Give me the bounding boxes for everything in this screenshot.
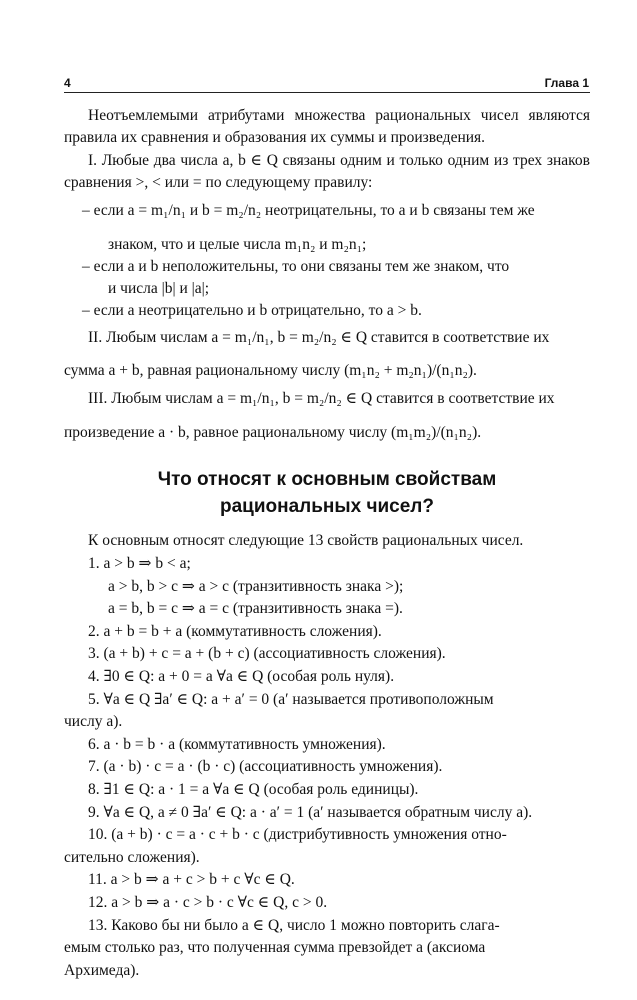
rule3-line2: произведение a · b, равное рациональному числу (m₁m₂)/(n₁n₂).: [64, 424, 482, 441]
props-intro: К основным относят следующие 13 свойств рациональных чисел.: [88, 532, 524, 549]
property-line: числу a).: [64, 713, 123, 731]
property-line: сительно сложения).: [64, 848, 200, 866]
property-line: 7. (a · b) · c = a · (b · c) (ассоциативность умножения).: [88, 758, 443, 776]
property-line: Архимеда).: [64, 961, 140, 979]
property-line: 1. a > b ⇒ b < a;: [88, 555, 191, 572]
property-line: 9. ∀a ∈ Q, a ≠ 0 ∃a′ ∈ Q: a · a′ = 1 (a′ называется обратным числу a).: [88, 803, 533, 821]
intro-paragraph: Неотъемлемыми атрибутами множества рациональных чисел являются правила их сравнения и образования их суммы и произведения.: [64, 107, 590, 146]
property-line: емым столько раз, что полученная сумма превзойдет a (аксиома: [64, 939, 486, 957]
rule-1: I. Любые два числа a, b ∈ Q связаны одним и только одним из трех знаков сравнения >, < или = по следующему правилу:: [64, 152, 590, 191]
section-heading-line1: Что относят к основным свойствам: [157, 469, 497, 490]
property-line: 8. ∃1 ∈ Q: a · 1 = a ∀a ∈ Q (особая роль единицы).: [88, 781, 419, 798]
rule1-item3: – если a неотрицательно и b отрицательно, то a > b.: [82, 302, 422, 319]
property-line: 4. ∃0 ∈ Q: a + 0 = a ∀a ∈ Q (особая роль нуля).: [88, 668, 395, 685]
property-line: 3. (a + b) + c = a + (b + c) (ассоциативность сложения).: [88, 645, 446, 663]
property-line: 11. a > b ⇒ a + c > b + c ∀c ∈ Q.: [88, 871, 295, 889]
rule1-item2-line2: и числа |b| и |a|;: [108, 280, 210, 297]
rule2-line2: сумма a + b, равная рациональному числу (m₁n₂ + m₂n₁)/(n₁n₂).: [64, 362, 477, 379]
property-line: 12. a > b ⇒ a · c > b · c ∀c ∈ Q, c > 0.: [88, 894, 328, 911]
property-line: a > b, b > c ⇒ a > c (транзитивность знака >);: [108, 577, 404, 595]
rule3-line1: III. Любым числам a = m₁/n₁, b = m₂/n₂ ∈ Q ставится в соответствие их: [88, 390, 555, 407]
rule2-line1: II. Любым числам a = m₁/n₁, b = m₂/n₂ ∈ Q ставится в соответствие их: [88, 329, 550, 346]
rule1-item1-line1: – если a = m₁/n₁ и b = m₂/n₂ неотрицательны, то a и b связаны тем же: [82, 202, 535, 219]
property-line: a = b, b = c ⇒ a = c (транзитивность знака =).: [108, 600, 403, 618]
header-rule: [64, 92, 590, 93]
rule1-item2-line1: – если a и b неположительны, то они связаны тем же знаком, что: [82, 258, 510, 275]
section-heading-line2: рациональных чисел?: [219, 496, 434, 517]
page-number: 4: [64, 76, 71, 90]
property-line: 2. a + b = b + a (коммутативность сложения).: [88, 622, 382, 640]
chapter-title: Глава 1: [544, 76, 589, 90]
rule1-item1-line2: знаком, что и целые числа m₁n₂ и m₂n₁;: [108, 236, 367, 253]
property-line: 10. (a + b) · c = a · c + b · c (дистрибутивность умножения отно-: [88, 826, 507, 844]
property-line: 6. a · b = b · a (коммутативность умножения).: [88, 735, 386, 753]
property-line: 5. ∀a ∈ Q ∃a′ ∈ Q: a + a′ = 0 (a′ называется противоположным: [88, 690, 494, 708]
property-line: 13. Каково бы ни было a ∈ Q, число 1 можно повторить слага-: [88, 916, 500, 934]
